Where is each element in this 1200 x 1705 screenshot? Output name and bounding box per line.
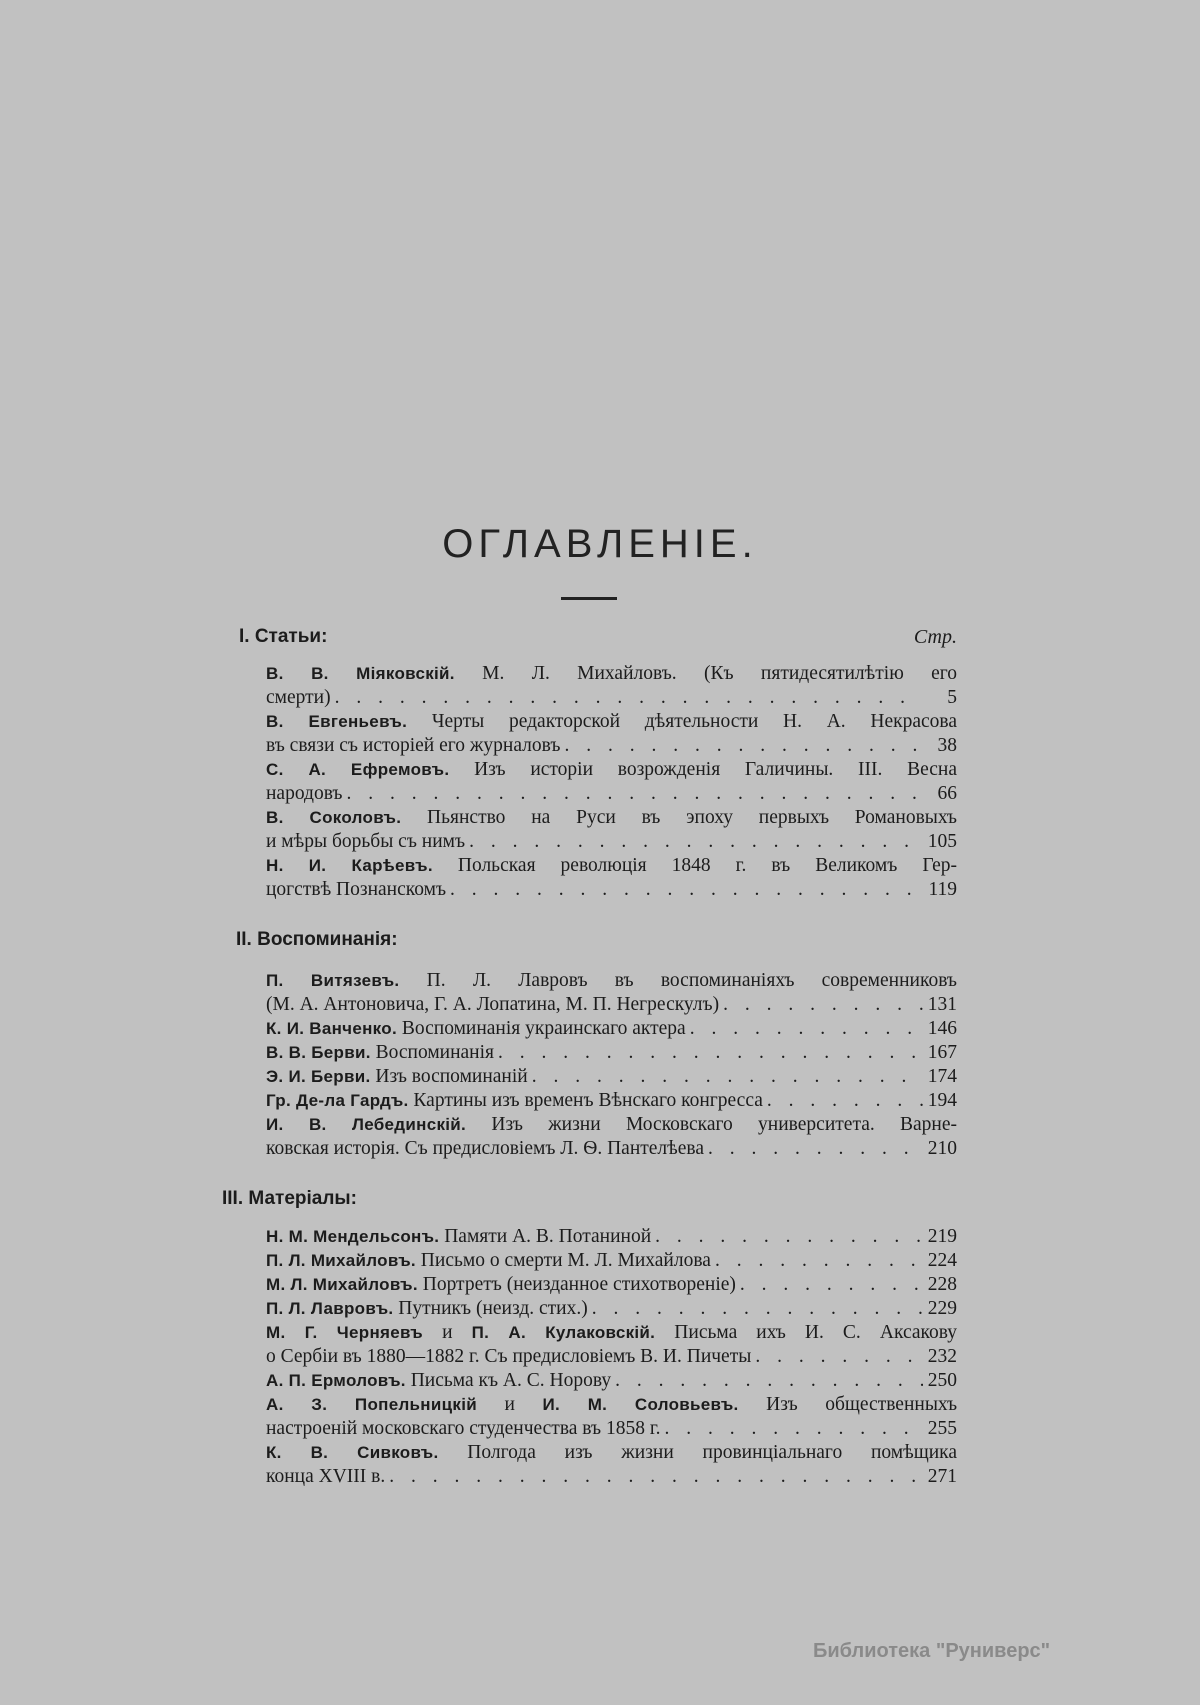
entry-title-end: Письма къ А. С. Норову [410, 1370, 612, 1391]
entry-title-end: цогствѣ Познанскомъ [266, 879, 447, 900]
entry-page-number: 105 [927, 831, 957, 852]
entry-page-number: 224 [927, 1250, 957, 1271]
dot-leader [711, 1249, 923, 1273]
entry-title-start: Письма ихъ И. С. Аксакову [674, 1322, 958, 1343]
section-entries [266, 969, 957, 1161]
dot-leader [704, 1137, 923, 1161]
entry-first-line [266, 1393, 957, 1417]
dot-leader [560, 734, 923, 758]
entry-author: М. Л. Михайловъ. [266, 1275, 418, 1294]
entry-last-line [266, 1465, 957, 1489]
entry-last-line [266, 1065, 957, 1089]
toc-entry [266, 1017, 957, 1041]
entry-title-end: и мѣры борьбы съ нимъ [266, 831, 466, 852]
title-rule [561, 597, 617, 600]
entry-title-end: Путникъ (неизд. стих.) [398, 1298, 588, 1319]
toc-entry [266, 1369, 957, 1393]
entry-title [266, 1017, 686, 1041]
toc-entry [266, 1089, 957, 1113]
entry-author: П. Витязевъ. [266, 971, 400, 990]
entry-title [266, 1297, 588, 1321]
entry-author: К. И. Ванченко. [266, 1019, 397, 1038]
entry-page-number: 131 [927, 994, 957, 1015]
entry-title-start: Черты редакторской дѣятельности Н. А. Некрасова [431, 711, 957, 732]
entry-title-start: Изъ исторіи возрожденія Галичины. III. Весна [474, 759, 957, 780]
entry-author: В. Соколовъ. [266, 808, 402, 827]
entry-first-line [266, 1441, 957, 1465]
dot-leader [751, 1345, 923, 1369]
entry-page-number: 250 [927, 1370, 957, 1391]
entry-author: И. М. Соловьевъ. [542, 1395, 739, 1414]
entry-page-number: 194 [927, 1090, 957, 1111]
entry-title-end: въ связи съ исторіей его журналовъ [266, 735, 561, 756]
entry-title-start: Полгода изъ жизни провинціальнаго помѣщика [467, 1442, 957, 1463]
entry-last-line [266, 782, 957, 806]
entry-author: К. В. Сивковъ. [266, 1443, 439, 1462]
entry-last-line [266, 1345, 957, 1369]
entry-title-start: Изъ жизни Московскаго университета. Варне- [491, 1114, 958, 1135]
entry-author: П. Л. Лавровъ. [266, 1299, 394, 1318]
entry-author: И. В. Лебединскій. [266, 1115, 467, 1134]
dot-leader [661, 1417, 923, 1441]
entry-title [266, 1345, 751, 1369]
entry-title-end: настроеній московскаго студенчества въ 1858 г. [266, 1418, 661, 1439]
entry-title-end: Картины изъ временъ Вѣнскаго конгресса [413, 1090, 763, 1111]
dot-leader [763, 1089, 923, 1113]
entry-title-end: ковская исторія. Съ предисловіемъ Л. Ѳ. Пантелѣева [266, 1138, 705, 1159]
entry-title-start: М. Л. Михайловъ. (Къ пятидесятилѣтію его [482, 663, 958, 684]
entry-title-end: Воспоминанія [375, 1042, 495, 1063]
entry-page-number: 229 [927, 1298, 957, 1319]
entry-author: В. В. Міяковскій. [266, 664, 455, 683]
dot-leader [651, 1225, 923, 1249]
toc-entry [266, 854, 957, 902]
entry-title-end: Письмо о смерти М. Л. Михайлова [420, 1250, 711, 1271]
entry-page-number: 167 [927, 1042, 957, 1063]
entry-title-start: Польская революція 1848 г. въ Великомъ Гер- [457, 855, 958, 876]
entry-title-end: Воспоминанія украинскаго актера [401, 1018, 686, 1039]
entry-last-line [266, 878, 957, 902]
section-heading: I. Статьи: [239, 626, 328, 647]
entry-last-line [266, 686, 957, 710]
entry-title-end: смерти) [266, 687, 331, 708]
section-heading: II. Воспоминанія: [236, 929, 398, 950]
page-column-label: Стр. [913, 626, 957, 648]
entry-title [266, 1465, 385, 1489]
entry-title [266, 1249, 711, 1273]
entry-title [266, 734, 560, 758]
page-title: ОГЛАВЛЕНІЕ. [442, 522, 758, 566]
entry-title-end: Памяти А. В. Потаниной [444, 1226, 652, 1247]
entry-title-end: Изъ воспоминаній [375, 1066, 528, 1087]
dot-leader [736, 1273, 923, 1297]
entry-last-line [266, 1417, 957, 1441]
dot-leader [343, 782, 923, 806]
entry-author: М. Г. Черняевъ [266, 1323, 424, 1342]
entry-last-line [266, 1369, 957, 1393]
entry-last-line [266, 1225, 957, 1249]
entry-first-line [266, 710, 957, 734]
entry-page-number: 271 [927, 1466, 957, 1487]
entry-title [266, 1273, 736, 1297]
toc-entry [266, 1113, 957, 1161]
entry-title [266, 1225, 651, 1249]
toc-entry [266, 1041, 957, 1065]
toc-entry [266, 1249, 957, 1273]
entry-title [266, 1417, 661, 1441]
entry-title [266, 1041, 494, 1065]
dot-leader [528, 1065, 923, 1089]
entry-title [266, 993, 719, 1017]
section-entries [266, 662, 957, 902]
entry-first-line [266, 806, 957, 830]
entry-author: А. З. Попельницкій [266, 1395, 477, 1414]
entry-title-end: народовъ [266, 783, 343, 804]
entry-last-line [266, 1249, 957, 1273]
toc-entry [266, 1441, 957, 1489]
entry-title [266, 830, 465, 854]
entry-title [266, 686, 331, 710]
entry-author: В. В. Берви. [266, 1043, 371, 1062]
toc-entry [266, 1065, 957, 1089]
author-conjunction: и [442, 1322, 453, 1343]
toc-entry [266, 1225, 957, 1249]
entry-last-line [266, 1297, 957, 1321]
toc-entry [266, 710, 957, 758]
dot-leader [588, 1297, 923, 1321]
entry-title-end: Портретъ (неизданное стихотвореніе) [422, 1274, 736, 1295]
entry-title [266, 1065, 528, 1089]
entry-page-number: 232 [927, 1346, 957, 1367]
entry-first-line [266, 1113, 957, 1137]
entry-page-number: 174 [927, 1066, 957, 1087]
entry-last-line [266, 830, 957, 854]
entry-author: П. А. Кулаковскій. [471, 1323, 656, 1342]
entry-last-line [266, 1017, 957, 1041]
toc-entry [266, 806, 957, 854]
entry-page-number: 228 [927, 1274, 957, 1295]
dot-leader [331, 686, 923, 710]
entry-last-line [266, 734, 957, 758]
entry-title-start: Пьянство на Руси въ эпоху первыхъ Романовыхъ [427, 807, 957, 828]
dot-leader [494, 1041, 923, 1065]
entry-title [266, 1137, 704, 1161]
toc-entry [266, 1297, 957, 1321]
entry-page-number: 5 [947, 687, 957, 708]
section-heading: III. Матеріалы: [222, 1188, 357, 1209]
entry-page-number: 219 [927, 1226, 957, 1247]
entry-title [266, 878, 446, 902]
entry-last-line [266, 1273, 957, 1297]
entry-first-line [266, 854, 957, 878]
entry-first-line [266, 1321, 957, 1345]
entry-author: Гр. Де-ла Гардъ. [266, 1091, 409, 1110]
entry-page-number: 38 [937, 735, 957, 756]
entry-author: Н. И. Карѣевъ. [266, 856, 433, 875]
toc-entry [266, 1273, 957, 1297]
entry-title-end: о Сербіи въ 1880—1882 г. Съ предисловіемъ В. И. Пичеты [266, 1346, 752, 1367]
entry-first-line [266, 662, 957, 686]
toc-entry [266, 1393, 957, 1441]
section-entries [266, 1225, 957, 1489]
entry-last-line [266, 1137, 957, 1161]
entry-first-line [266, 758, 957, 782]
entry-last-line [266, 1089, 957, 1113]
entry-page-number: 146 [927, 1018, 957, 1039]
entry-author: Э. И. Берви. [266, 1067, 371, 1086]
toc-entry [266, 662, 957, 710]
entry-author: В. Евгеньевъ. [266, 712, 408, 731]
entry-page-number: 255 [927, 1418, 957, 1439]
entry-author: Н. М. Мендельсонъ. [266, 1227, 440, 1246]
toc-entry [266, 1321, 957, 1369]
entry-title-start: П. Л. Лавровъ въ воспоминаніяхъ современниковъ [426, 970, 957, 991]
entry-title [266, 1369, 611, 1393]
dot-leader [446, 878, 923, 902]
dot-leader [385, 1465, 923, 1489]
entry-title [266, 1089, 763, 1113]
entry-title [266, 782, 343, 806]
author-conjunction: и [504, 1394, 515, 1415]
toc-entry [266, 969, 957, 1017]
entry-title-start: Изъ общественныхъ [766, 1394, 958, 1415]
entry-title-end: (М. А. Антоновича, Г. А. Лопатина, М. П. Негрескулъ) [266, 994, 720, 1015]
entry-page-number: 119 [928, 879, 957, 900]
entry-first-line [266, 969, 957, 993]
entry-title-end: конца XVIII в. [266, 1466, 386, 1487]
entry-last-line [266, 993, 957, 1017]
toc-entry [266, 758, 957, 806]
entry-page-number: 210 [927, 1138, 957, 1159]
entry-author: С. А. Ефремовъ. [266, 760, 450, 779]
dot-leader [719, 993, 923, 1017]
entry-page-number: 66 [937, 783, 957, 804]
dot-leader [686, 1017, 923, 1041]
entry-author: П. Л. Михайловъ. [266, 1251, 416, 1270]
dot-leader [611, 1369, 923, 1393]
dot-leader [465, 830, 923, 854]
entry-author: А. П. Ермоловъ. [266, 1371, 406, 1390]
entry-last-line [266, 1041, 957, 1065]
library-watermark: Библиотека "Руниверс" [813, 1640, 1051, 1662]
